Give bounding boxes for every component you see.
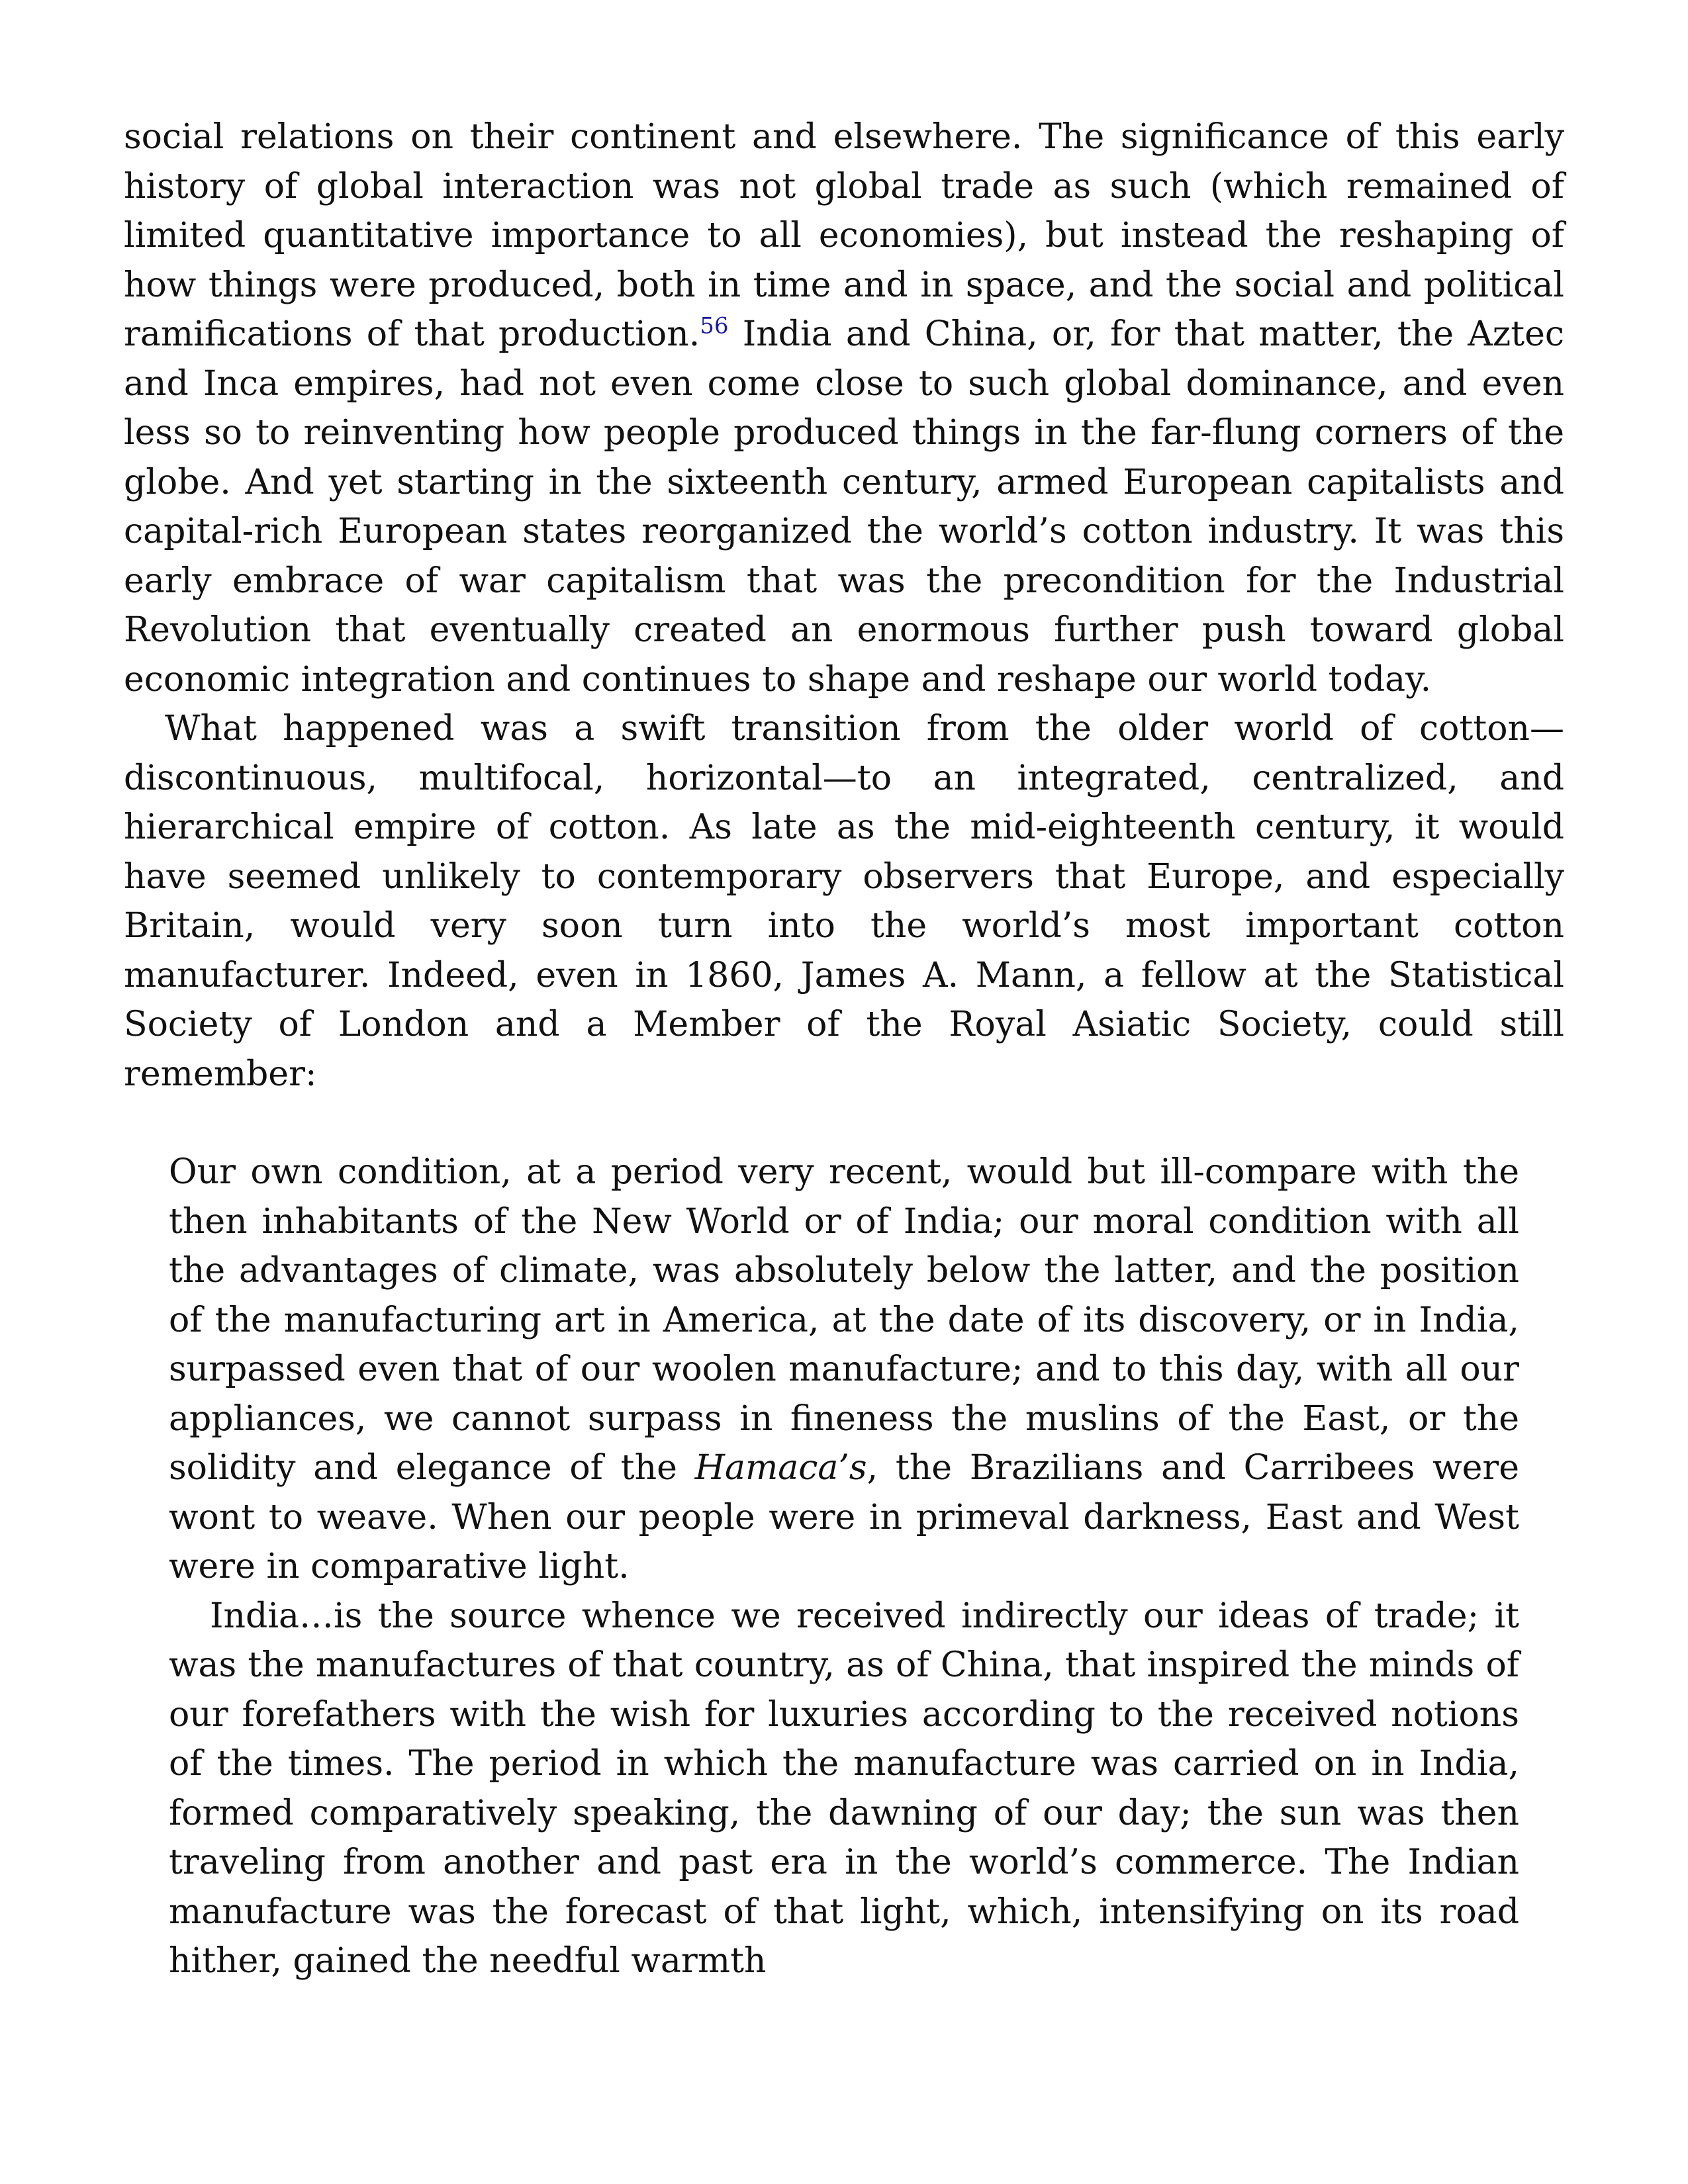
quote-text: Our own condition, at a period very recent, would but ill-compare with the then inhabitants of the New World or of India; our moral condition with all the advantages of climate, was absolutely below the latter, and the position of the manufacturing art in America, at the date of its discovery, or in India, surpassed even that of our woolen manufacture; and to this day, with all our appliances, we cannot surpass in fineness the muslins of the East, or the solidity and elegance of the	[169, 1152, 1519, 1488]
paragraph-global-interaction	[124, 113, 1564, 704]
quote-paragraph-india-source	[169, 1592, 1519, 1986]
footnote-reference[interactable]: 56	[700, 312, 729, 340]
page-body	[124, 113, 1564, 1986]
quote-paragraph-own-condition	[169, 1148, 1519, 1592]
quote-text: , the Brazilians and Carribees were wont to weave. When our people were in primeval darkness, East and West were in comparative light.	[169, 1448, 1519, 1586]
paragraph-swift-transition	[124, 704, 1564, 1099]
quote-italic-term: Hamaca’s	[694, 1448, 867, 1488]
paragraph-text: social relations on their continent and elsewhere. The significance of this early history of global interaction was not global trade as such (which remained of limited quantitative importance to all economies), but instead the reshaping of how things were produced, both in time and in space, and the social and political ramifications of that production.	[124, 117, 1564, 354]
paragraph-text: What happened was a swift transition from the older world of cotton—discontinuous, multifocal, horizontal—to an integrated, centralized, and hierarchical empire of cotton. As late as the mid-eighteenth century, it would have seemed unlikely to contemporary observers that Europe, and especially Britain, would very soon turn into the world’s most important cotton manufacturer. Indeed, even in 1860, James A. Mann, a fellow at the Statistical Society of London and a Member of the Royal Asiatic Society, could still remember:	[124, 709, 1564, 1094]
quote-text: India…is the source whence we received indirectly our ideas of trade; it was the manufactures of that country, as of China, that inspired the minds of our forefathers with the wish for luxuries according to the received notions of the times. The period in which the manufacture was carried on in India, formed comparatively speaking, the dawning of our day; the sun was then traveling from another and past era in the world’s commerce. The Indian manufacture was the forecast of that light, which, intensifying on its road hither, gained the needful warmth	[169, 1596, 1519, 1981]
block-quote	[169, 1148, 1519, 1986]
paragraph-text: India and China, or, for that matter, the Aztec and Inca empires, had not even come close to such global dominance, and even less so to reinventing how people produced things in the far-flung corners of the globe. And yet starting in the sixteenth century, armed European capitalists and capital-rich European states reorganized the world’s cotton industry. It was this early embrace of war capitalism that was the precondition for the Industrial Revolution that eventually created an enormous further push toward global economic integration and continues to shape and reshape our world today.	[124, 314, 1564, 700]
